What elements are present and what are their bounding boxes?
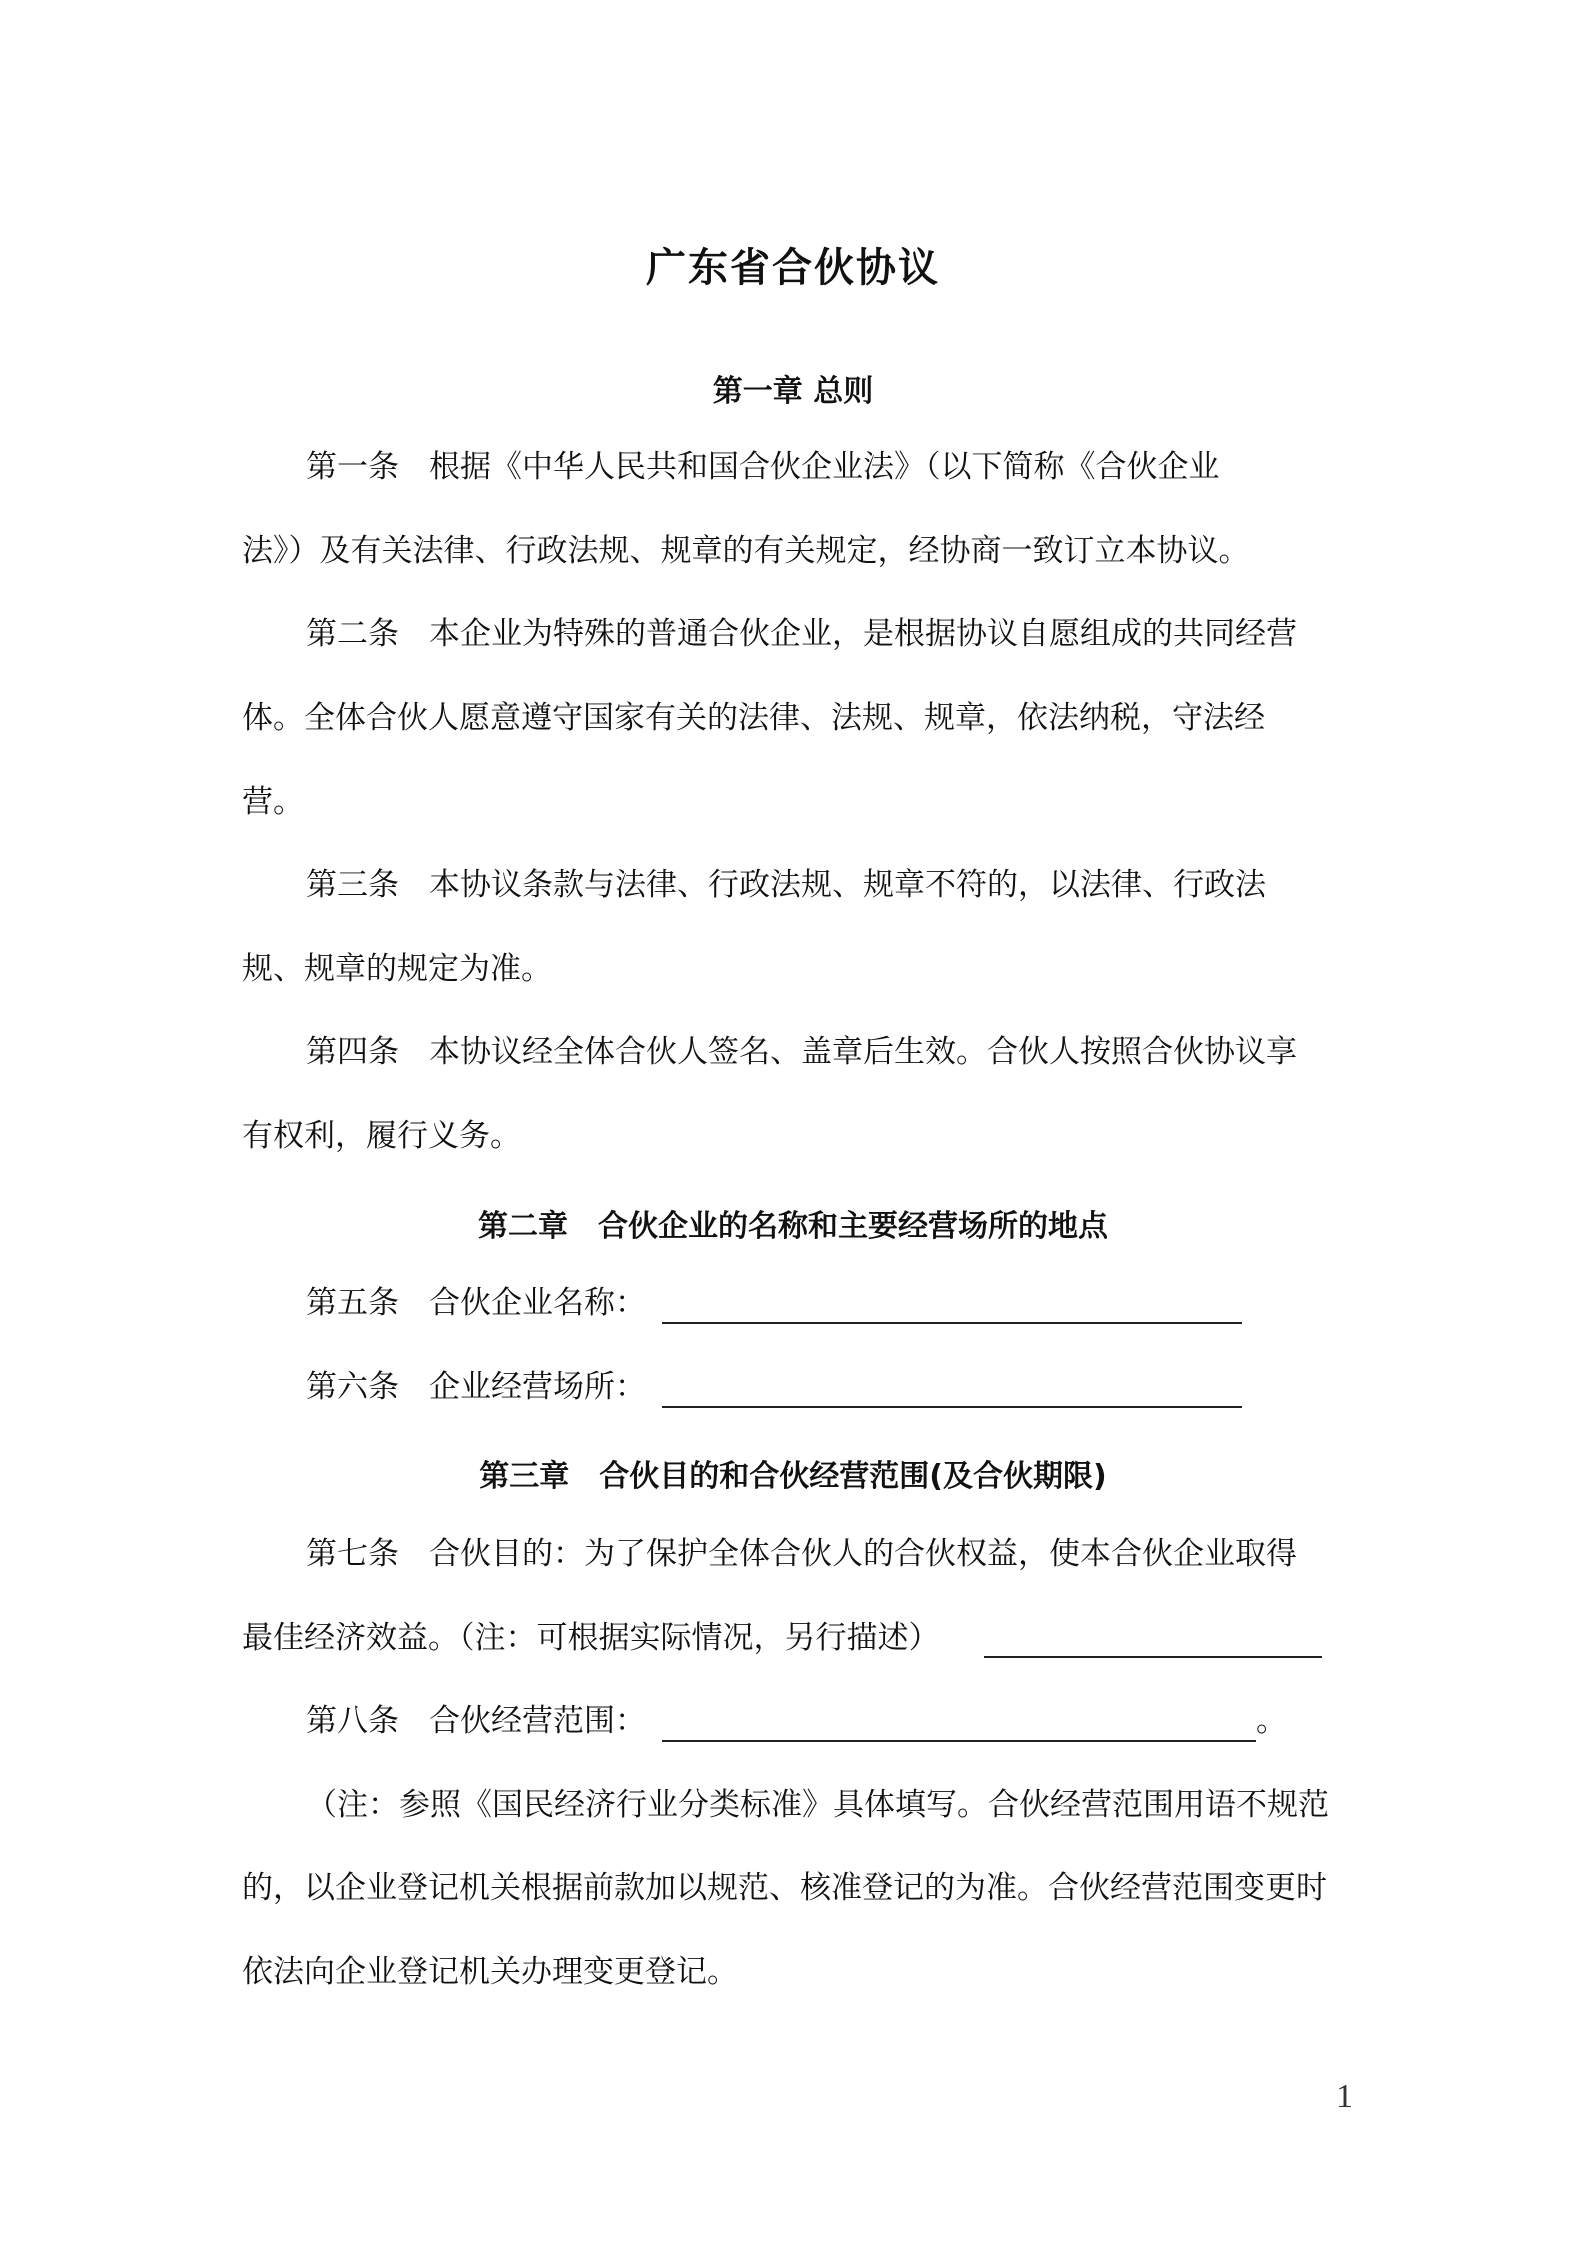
partnership-purpose-field[interactable] xyxy=(984,1622,1322,1658)
company-name-field[interactable] xyxy=(662,1288,1242,1324)
article-3-number: 第三条 xyxy=(306,867,399,903)
chapter-1-heading: 第一章 总则 xyxy=(712,374,874,409)
article-1-text-1: 根据《中华人民共和国合伙企业法》（以下简称《合伙企业 xyxy=(429,449,1220,485)
article-3-line-2: 规、规章的规定为准。 xyxy=(242,951,552,987)
article-7-line-2: 最佳经济效益。（注：可根据实际情况，另行描述） xyxy=(242,1620,940,1656)
article-7-number: 第七条 xyxy=(306,1536,399,1572)
article-8-number: 第八条 xyxy=(306,1703,399,1739)
business-premises-field[interactable] xyxy=(662,1372,1242,1408)
article-7-line-1 xyxy=(306,1534,1297,1574)
note-line-3: 依法向企业登记机关办理变更登记。 xyxy=(242,1954,738,1990)
page-number: 1 xyxy=(1336,2078,1353,2115)
article-2-line-3: 营。 xyxy=(242,784,304,820)
article-5-line xyxy=(306,1283,646,1323)
article-2-line-1 xyxy=(306,614,1297,654)
article-6-number: 第六条 xyxy=(306,1369,399,1405)
article-4-line-2: 有权利，履行义务。 xyxy=(242,1118,521,1154)
article-3-line-1 xyxy=(306,865,1266,905)
chapter-3-heading: 第三章 合伙目的和合伙经营范围(及合伙期限) xyxy=(479,1459,1107,1494)
article-2-number: 第二条 xyxy=(306,616,399,652)
document-title: 广东省合伙协议 xyxy=(646,245,940,291)
note-line-1: （注：参照《国民经济行业分类标准》具体填写。合伙经营范围用语不规范 xyxy=(306,1787,1329,1823)
chapter-2-heading: 第二章 合伙企业的名称和主要经营场所的地点 xyxy=(478,1209,1108,1244)
article-4-number: 第四条 xyxy=(306,1034,399,1070)
article-6-line xyxy=(306,1367,646,1407)
article-5-number: 第五条 xyxy=(306,1285,399,1321)
article-1-line-2: 法》）及有关法律、行政法规、规章的有关规定，经协商一致订立本协议。 xyxy=(242,533,1250,569)
article-5-label: 合伙企业名称： xyxy=(429,1285,646,1321)
article-7-text-1: 合伙目的：为了保护全体合伙人的合伙权益，使本合伙企业取得 xyxy=(429,1536,1297,1572)
article-4-text-1: 本协议经全体合伙人签名、盖章后生效。合伙人按照合伙协议享 xyxy=(429,1034,1297,1070)
article-2-line-2: 体。全体合伙人愿意遵守国家有关的法律、法规、规章，依法纳税，守法经 xyxy=(242,700,1265,736)
note-line-2: 的，以企业登记机关根据前款加以规范、核准登记的为准。合伙经营范围变更时 xyxy=(242,1870,1327,1906)
article-1-line-1 xyxy=(306,447,1220,487)
article-1-number: 第一条 xyxy=(306,449,399,485)
article-8-label: 合伙经营范围： xyxy=(429,1703,646,1739)
business-scope-field[interactable] xyxy=(662,1706,1256,1742)
article-8-end-mark: 。 xyxy=(1256,1703,1287,1739)
article-8-line xyxy=(306,1701,646,1741)
article-4-line-1 xyxy=(306,1032,1297,1072)
article-6-label: 企业经营场所： xyxy=(429,1369,646,1405)
article-3-text-1: 本协议条款与法律、行政法规、规章不符的，以法律、行政法 xyxy=(429,867,1266,903)
article-2-text-1: 本企业为特殊的普通合伙企业，是根据协议自愿组成的共同经营 xyxy=(429,616,1297,652)
